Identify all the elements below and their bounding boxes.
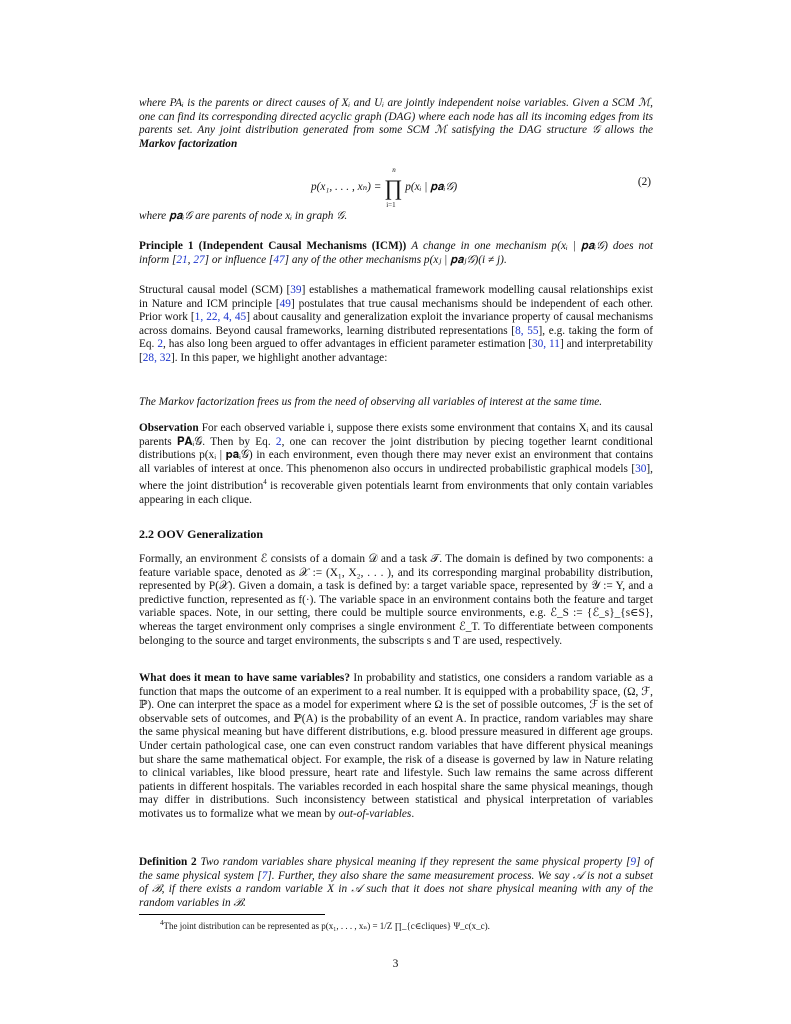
equation-body: [311, 166, 458, 209]
citation-link[interactable]: 30, 11: [532, 338, 560, 351]
key-claim: The Markov factorization frees us from the need of observing all variables of interest at the same time.: [139, 396, 603, 408]
text-run: ] about causality and generalization exploit the invariance property of causal mechanisms across domains. Beyond causal frameworks, learning distributed representations [: [139, 311, 653, 337]
observation-paragraph: [139, 422, 653, 507]
environment-paragraph: Formally, an environment ℰ consists of a domain 𝒟 and a task 𝒯. The domain is defined by two components: a feature variable space, denoted as 𝒳 := (X₁, X₂, . . . ), and its corresponding marginal probability distribution, represented by P(𝒳). Given a domain, a task is defined by: a target variable space, represented by 𝒴 := Y, and a predictive function, represented as f(·). The variable space in an environment contains both the feature and target variable spaces. Note, in our setting, there could be multiple source environments, e.g. ℰ_S := {ℰ_s}_{s∈S}, whereas the target environment only comprises a single environment ℰ_T. To differentiate between components belonging to the source and target environments, the subscripts s and T are used, respectively.: [139, 553, 653, 647]
equation-lhs: p(x₁, . . . , xₙ) =: [311, 181, 382, 193]
text-run: ]. Further, they also share the same measurement process. We say 𝒜 is not a subset of ℬ, if there exists a random variable X in 𝒜 such that it does not share physical meaning with any of the random variables in ℬ.: [139, 869, 653, 909]
section-heading: 2.2 OOV Generalization: [139, 527, 264, 541]
principle-text-b: ] or influence [: [204, 253, 274, 266]
intro-text: where PAᵢ is the parents or direct causes of Xᵢ and Uᵢ are jointly independent noise variables. Given a SCM ℳ, one can find its corresponding directed acyclic graph (DAG) where each node has all its incoming edges from its parents set. Any joint distribution generated from some SCM ℳ satisfying the DAG structure 𝒢 allows the: [139, 97, 653, 137]
principle-text-a: A change in one mechanism p(xᵢ | 𝐩𝐚ᵢ𝒢) does not inform [: [139, 240, 653, 266]
text-run: Structural causal model (SCM) [: [139, 284, 291, 296]
text-run: , has also long been argued to offer advantages in efficient parameter estimation [: [162, 338, 532, 351]
text-run: ] of the same physical system [: [139, 856, 653, 882]
text-run: .: [411, 807, 415, 820]
citation-link[interactable]: 39: [290, 284, 302, 296]
footnote-marker[interactable]: 4: [263, 478, 267, 487]
definition-2: [139, 856, 653, 910]
footnote: [160, 919, 490, 932]
product-upper-limit: n: [392, 166, 396, 174]
equation-link[interactable]: 2: [275, 435, 282, 448]
text-run: ], e.g. taking the form of Eq.: [139, 324, 653, 351]
citation-link[interactable]: 9: [630, 856, 637, 868]
principle-label: Principle 1 (Independent Causal Mechanisms (ICM)): [139, 240, 407, 252]
text-run: ] establishes a mathematical framework modelling causal relationships exist in Nature and ICM principle [: [139, 284, 653, 310]
equation-link[interactable]: 2: [157, 338, 163, 351]
out-of-variables-term: out-of-variables: [338, 807, 412, 820]
citation-link[interactable]: 21: [176, 253, 188, 266]
citation-link[interactable]: 7: [261, 869, 268, 882]
text-run: ], where the joint distribution: [139, 462, 653, 493]
citation-link[interactable]: 8, 55: [515, 324, 539, 337]
product-symbol: ∏ n i=1: [384, 166, 403, 209]
equation-number: (2): [637, 176, 651, 188]
citation-link[interactable]: 49: [279, 297, 291, 310]
citation-link[interactable]: 47: [273, 253, 285, 266]
product-lower-limit: i=1: [386, 201, 396, 209]
principle-text-c: ] any of the other mechanisms p(xⱼ | 𝐩𝐚ⱼ𝒢)(i ≠ j).: [284, 253, 507, 266]
text-run: , one can recover the joint distribution by piecing together learnt conditional distributions p(xᵢ | 𝐩𝐚ᵢ𝒢) in each environment, even though there may never exist an environment that contains all variables of interest at once. This phenomenon also occurs in undirected probabilistic graphical models [: [139, 435, 653, 475]
citation-link[interactable]: 30: [635, 462, 647, 475]
definition-label: Definition 2: [139, 856, 197, 868]
text-run: is recoverable given potentials learnt from environments that only contain variables appearing in each clique.: [139, 480, 653, 506]
text-run: ] postulates that true causal mechanisms should be independent of each other. Prior work [: [139, 297, 653, 324]
footnote-divider: [139, 914, 325, 915]
citation-link[interactable]: 28, 32: [142, 351, 172, 364]
text-run: Two random variables share physical meaning if they represent the same physical property [: [200, 856, 631, 868]
text-run: ] and interpretability [: [139, 338, 654, 364]
same-variables-paragraph: [139, 672, 653, 822]
same-variables-label: What does it mean to have same variables?: [139, 672, 350, 684]
equation-rhs: p(xᵢ | 𝐩𝐚ᵢ𝒢): [405, 181, 458, 193]
principle-sep: ,: [187, 253, 194, 266]
footnote-text: The joint distribution can be represented as p(x₁, . . . , xₙ) = 1/Z ∏_{c∈cliques} Ψ_c(x_c).: [163, 921, 490, 931]
scm-paragraph: [139, 284, 653, 366]
text-run: In probability and statistics, one considers a random variable as a function that maps the outcome of an experiment to a real number. It is equipped with a probability space, (Ω, ℱ, ℙ). One can interpret the space as a model for experiment where Ω is the set of possible outcomes, ℱ is the set of observable sets of outcomes, and ℙ(A) is the probability of an event A. In practice, random variables may share the same physical meaning but have different distributions, e.g. blood pressure measured in different age groups. Under certain pathological case, one can even construct random variables that have different physical meanings but share the same mathematical object. For example, the risk of a disease is governed by law in Nature relating to clinical variables, like blood pressure, heart rate and lifestyle. Such law remains the same across different patients in different hospitals. The variables recorded in each hospital share the same physical meanings, though may differ in distributions. Such inconsistency between statistical and physical interpretation of variables motivates us to formalize what we mean by: [139, 672, 653, 820]
citation-link[interactable]: 1, 22, 4, 45: [194, 311, 247, 324]
text-run: For each observed variable i, suppose there exists some environment that contains Xᵢ and its causal parents 𝐏𝐀ᵢ𝒢. Then by Eq.: [139, 422, 653, 448]
intro-paragraph: [139, 97, 653, 151]
page-number: 3: [392, 958, 399, 970]
principle-1: [139, 240, 653, 267]
observation-label: Observation: [139, 422, 199, 434]
markov-factorization-term: Markov factorization: [139, 137, 238, 150]
citation-link[interactable]: 27: [193, 253, 205, 266]
equation-2: [139, 165, 653, 209]
text-run: ]. In this paper, we highlight another advantage:: [171, 351, 388, 364]
footnote-number: 4: [160, 919, 164, 927]
after-equation-text: where 𝐩𝐚ᵢ𝒢 are parents of node xᵢ in graph 𝒢.: [139, 210, 348, 222]
